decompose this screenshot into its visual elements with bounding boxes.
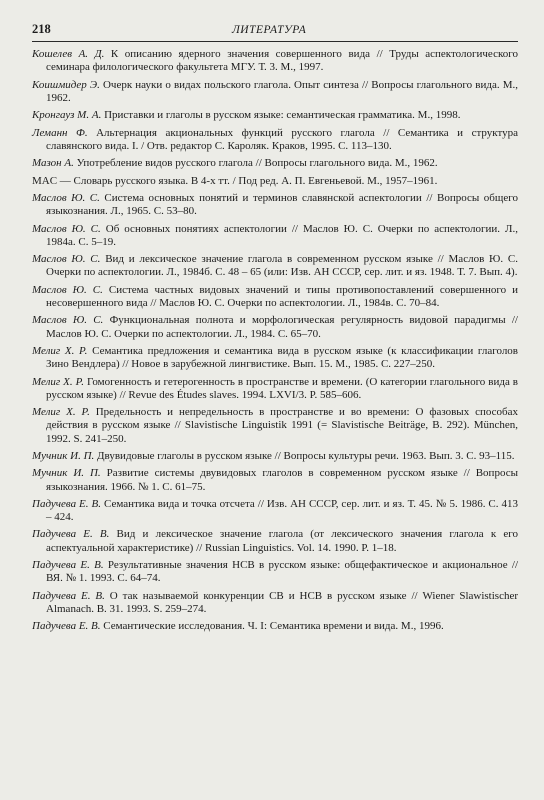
reference-text: Вид и лексическое значение глагола в современном русском языке // Маслов Ю. С. Очерки по аспектологии. Л., 1984б. С. 48 – 65 (или: Изв. АН СССР, сер. лит. и яз. 1948. Т. 7. Вып. 4). bbox=[46, 253, 518, 279]
reference-text: Предельность и непредельность в пространстве и во времени: О фазовых способах действия в русском языке // Slavistische Linguistik 1991 (= Slavistische Beiträge, B. 292). München, 1992. S. 241–250. bbox=[46, 406, 518, 445]
reference-entry bbox=[32, 253, 518, 279]
reference-text: К описанию ядерного значения совершенного вида // Труды аспектологического семинара филологического факультета МГУ. Т. 3. М., 1997. bbox=[46, 48, 518, 74]
reference-author: Маслов Ю. С. bbox=[32, 283, 103, 296]
reference-author: Кошелев А. Д. bbox=[32, 48, 105, 60]
reference-entry bbox=[32, 284, 518, 310]
reference-author: Падучева Е. В. bbox=[32, 620, 101, 633]
reference-entry bbox=[32, 157, 518, 170]
reference-text: Приставки и глаголы в русском языке: семантическая грамматика. М., 1998. bbox=[101, 109, 461, 122]
reference-text: Об основных понятиях аспектологии // Маслов Ю. С. Очерки по аспектологии. Л., 1984а. С. 5–19. bbox=[46, 222, 518, 248]
reference-text: Система основных понятий и терминов славянской аспектологии // Вопросы общего языкознания. Л., 1965. С. 53–80. bbox=[46, 191, 518, 218]
reference-author: Мазон А. bbox=[32, 157, 74, 170]
reference-entry bbox=[32, 467, 518, 493]
reference-entry bbox=[32, 192, 518, 218]
reference-author: Мелиг Х. Р. bbox=[32, 406, 90, 419]
page-header bbox=[32, 22, 518, 42]
reference-text: Гомогенность и гетерогенность в пространстве и времени. (О категории глагольного вида в русском языке) // Revue des Études slaves. 1994. LXVI/3. P. 585–606. bbox=[46, 375, 519, 401]
reference-entry bbox=[32, 450, 518, 463]
reference-author: Кронгауз М. А. bbox=[32, 109, 102, 122]
reference-text: Очерк науки о видах польского глагола. Опыт синтеза // Вопросы глагольного вида. М., 1962. bbox=[46, 78, 518, 104]
reference-entry bbox=[32, 406, 518, 446]
reference-text: Семантика предложения и семантика вида в русском языке (к классификации глаголов Зино Вендлера) // Новое в зарубежной лингвистике. Вып. 15. М., 1985. С. 227–250. bbox=[46, 344, 518, 371]
reference-entry bbox=[32, 48, 518, 74]
reference-author: Падучева Е. В. bbox=[32, 589, 105, 602]
reference-entry bbox=[32, 223, 518, 249]
page-number: 218 bbox=[32, 22, 51, 36]
reference-author: Мучник И. П. bbox=[32, 467, 101, 480]
reference-text: Употребление видов русского глагола // Вопросы глагольного вида. М., 1962. bbox=[73, 157, 438, 170]
reference-entry bbox=[32, 79, 518, 105]
reference-list bbox=[32, 48, 518, 633]
reference-author: Маслов Ю. С. bbox=[32, 222, 101, 235]
reference-entry bbox=[32, 109, 518, 122]
reference-text: Альтернация акциональных функций русского глагола // Семантика и структура славянского вида. I. / Отв. редактор С. Кароляк. Краков, 1995. С. 113–130. bbox=[46, 126, 518, 152]
reference-entry bbox=[32, 314, 518, 340]
reference-entry bbox=[32, 127, 518, 153]
reference-author: Падучева Е. В. bbox=[32, 528, 110, 541]
reference-author: Коишмидер Э. bbox=[32, 78, 100, 91]
reference-text: Семантика вида и точка отсчета // Изв. АН СССР, сер. лит. и яз. Т. 45. № 5. 1986. С. 413 – 424. bbox=[46, 497, 518, 524]
reference-entry bbox=[32, 559, 518, 585]
reference-text: Система частных видовых значений и типы противопоставлений совершенного и несовершенного вида // Маслов Ю. С. Очерки по аспектологии. Л., 1984в. С. 70–84. bbox=[46, 283, 518, 309]
reference-entry bbox=[32, 175, 518, 188]
reference-entry bbox=[32, 528, 518, 554]
reference-entry bbox=[32, 345, 518, 371]
reference-author: Мучник И. П. bbox=[32, 449, 95, 462]
reference-entry bbox=[32, 590, 518, 616]
reference-author: Падучева Е. В. bbox=[32, 559, 104, 572]
reference-text: О так называемой конкуренции СВ и НСВ в русском языке // Wiener Slawistischer Almanach. B. 31. 1993. S. 259–274. bbox=[46, 589, 518, 615]
reference-text: Функциональная полнота и морфологическая регулярность видовой парадигмы // Маслов Ю. С. Очерки по аспектологии. Л., 1984. С. 65–70. bbox=[46, 314, 518, 340]
reference-author: Маслов Ю. С. bbox=[32, 314, 104, 327]
reference-text: Вид и лексическое значение глагола (от лексического значения глагола к его аспектуальной характеристике) // Russian Linguistics. Vol. 14. 1990. P. 1–18. bbox=[46, 528, 518, 554]
running-title: ЛИТЕРАТУРА bbox=[232, 24, 307, 36]
reference-text: MAC — Словарь русского языка. В 4-х тт. / Под ред. А. П. Евгеньевой. М., 1957–1961. bbox=[32, 174, 438, 187]
reference-entry bbox=[32, 498, 518, 524]
reference-text: Двувидовые глаголы в русском языке // Вопросы культуры речи. 1963. Вып. 3. С. 93–115. bbox=[94, 449, 515, 462]
reference-text: Развитие системы двувидовых глаголов в современном русском языке // Вопросы языкознания. 1966. № 1. С. 61–75. bbox=[46, 467, 518, 493]
reference-author: Падучева Е. В. bbox=[32, 497, 101, 510]
reference-entry bbox=[32, 376, 518, 402]
reference-text: Семантические исследования. Ч. I: Семантика времени и вида. М., 1996. bbox=[100, 620, 444, 633]
reference-author: Маслов Ю. С. bbox=[32, 191, 100, 204]
reference-author: Маслов Ю. С. bbox=[32, 253, 101, 266]
reference-text: Результативные значения НСВ в русском языке: общефактическое и акциональное // ВЯ. № 1. 1993. С. 64–74. bbox=[46, 559, 518, 585]
reference-author: Леманн Ф. bbox=[32, 126, 88, 139]
reference-author: Мелиг Х. Р. bbox=[32, 344, 88, 357]
reference-entry bbox=[32, 620, 518, 633]
reference-author: Мелиг Х. Р. bbox=[32, 375, 84, 388]
